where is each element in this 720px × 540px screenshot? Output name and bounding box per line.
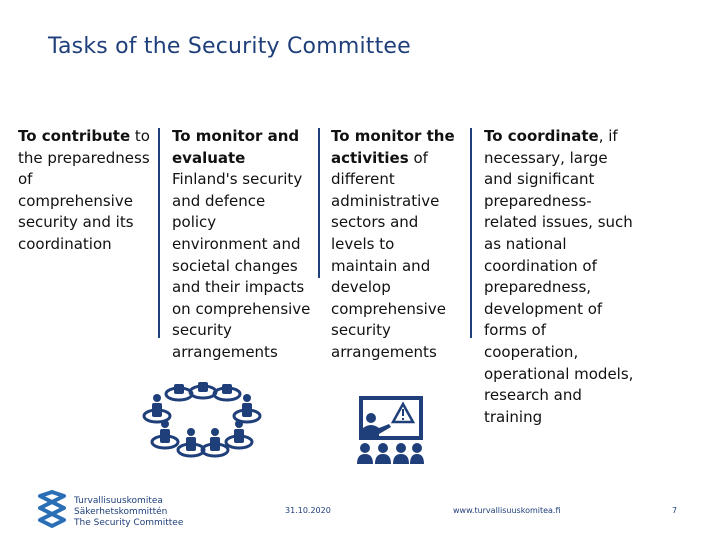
people-network-icon [135, 380, 270, 460]
logo-line-fi: Turvallisuuskomitea [74, 496, 163, 506]
task-column-1 [18, 126, 152, 256]
logo-line-sv: Säkerhetskommittén [74, 507, 168, 517]
task-2-bold: To monitor and evaluate [172, 127, 300, 167]
task-4-text: , if necessary, large and significant preparedness-related issues, such as national coordination of preparedness, development of forms of cooperation, operational models, research and training [484, 127, 634, 426]
slide-title: Tasks of the Security Committee [48, 34, 411, 59]
task-2-text: Finland's security and defence policy environment and societal changes and their impacts on comprehensive security arrangements [172, 170, 311, 361]
footer-date: 31.10.2020 [285, 506, 331, 515]
task-1-text: to the preparedness of comprehensive security and its coordination [18, 127, 150, 253]
column-divider-3 [470, 128, 472, 338]
task-4-bold: To coordinate [484, 127, 599, 145]
footer-url[interactable]: www.turvallisuuskomitea.fi [453, 506, 561, 515]
task-column-4 [484, 126, 634, 428]
task-column-3 [331, 126, 465, 364]
task-column-2 [172, 126, 312, 364]
presentation-warning-icon [353, 396, 425, 466]
task-3-bold: To monitor the activities [331, 127, 455, 167]
column-divider-2 [318, 128, 320, 278]
logo-line-en: The Security Committee [74, 518, 184, 528]
footer-logo-text [74, 496, 183, 529]
task-3-text: of different administrative sectors and levels to maintain and develop comprehensive security arrangements [331, 148, 446, 361]
task-1-bold: To contribute [18, 127, 131, 145]
column-divider-1 [158, 128, 160, 338]
page-number: 7 [672, 506, 678, 515]
security-committee-logo-icon [34, 490, 70, 530]
